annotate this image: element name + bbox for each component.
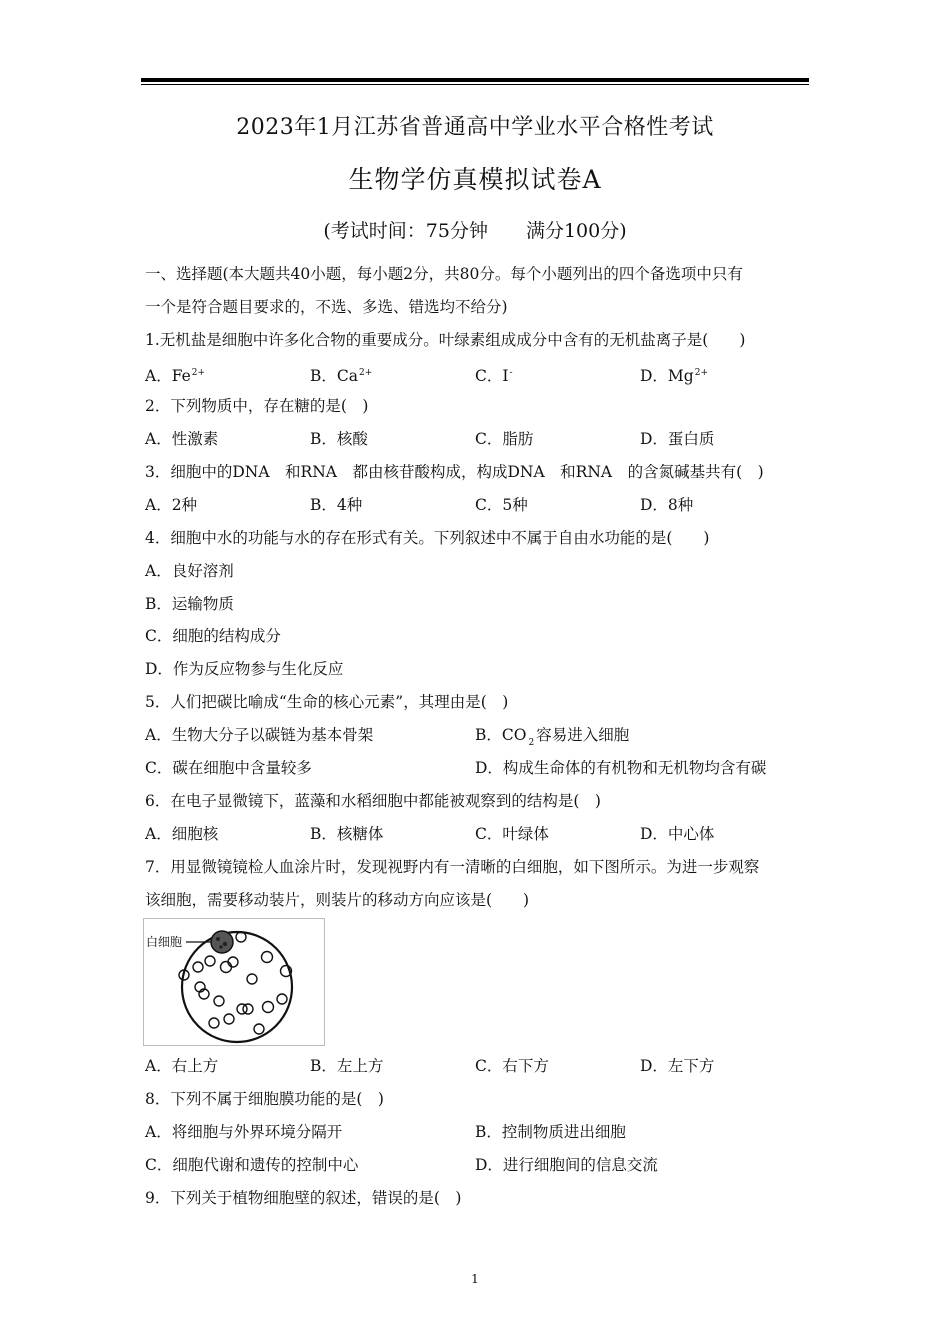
question-8-option-d: D．进行细胞间的信息交流 <box>475 1156 658 1174</box>
top-rule-thin <box>141 84 809 85</box>
question-8-option-a: A．将细胞与外界环境分隔开 <box>145 1123 343 1141</box>
question-4-option-a: A．良好溶剂 <box>145 562 234 580</box>
white-blood-cell-nucleus <box>223 942 227 946</box>
question-3-option-d: D．8种 <box>640 496 694 514</box>
question-6-stem: 6．在电子显微镜下，蓝藻和水稻细胞中都能被观察到的结构是( ) <box>145 792 601 810</box>
red-blood-cell <box>236 932 246 942</box>
question-6-option-d: D．中心体 <box>640 825 715 843</box>
white-blood-cell-nucleus <box>219 945 223 949</box>
question-2-option-d: D．蛋白质 <box>640 430 715 448</box>
red-blood-cell <box>214 996 224 1006</box>
red-blood-cell <box>193 962 203 972</box>
question-5-option-d: D．构成生命体的有机物和无机物均含有碳 <box>475 759 767 777</box>
red-blood-cell <box>247 974 257 984</box>
question-4-option-c: C．细胞的结构成分 <box>145 627 281 645</box>
section-instructions-line1: 一、选择题(本大题共40小题，每小题2分，共80分。每个小题列出的四个备选项中只有 <box>145 265 743 283</box>
question-1-option-b: B．$Ca^{2+}$ <box>310 367 373 385</box>
question-4-stem: 4．细胞中水的功能与水的存在形式有关。下列叙述中不属于自由水功能的是( ) <box>145 529 710 547</box>
question-5-option-c: C．碳在细胞中含量较多 <box>145 759 312 777</box>
red-blood-cell <box>262 952 273 963</box>
question-6-option-b: B．核糖体 <box>310 825 384 843</box>
question-6-option-a: A．细胞核 <box>145 825 219 843</box>
question-9-stem: 9．下列关于植物细胞壁的叙述，错误的是( ) <box>145 1189 462 1207</box>
red-blood-cell <box>209 1018 219 1028</box>
question-2-option-a: A．性激素 <box>145 430 219 448</box>
white-blood-cell-label: 白细胞 <box>146 935 183 949</box>
question-3-option-c: C．5种 <box>475 496 528 514</box>
question-3-stem: 3．细胞中的DNA 和RNA 都由核苷酸构成，构成DNA 和RNA 的含氮碱基共有( ) <box>145 463 764 481</box>
question-1-option-a: A．$Fe^{2+}$ <box>145 367 206 385</box>
question-6-option-c: C．叶绿体 <box>475 825 549 843</box>
question-7-stem-line1: 7．用显微镜镜检人血涂片时，发现视野内有一清晰的白细胞，如下图所示。为进一步观察 <box>145 858 760 876</box>
red-blood-cell <box>277 994 287 1004</box>
exam-info: (考试时间：75分钟 满分100分) <box>323 220 627 242</box>
microscope-field-figure <box>143 918 325 1046</box>
question-7-option-c: C．右下方 <box>475 1057 549 1075</box>
question-5-stem: 5．人们把碳比喻成“生命的核心元素”，其理由是( ) <box>145 693 509 711</box>
red-blood-cell <box>205 956 215 966</box>
question-2-option-b: B．核酸 <box>310 430 368 448</box>
question-5-option-b: B．CO $_2$ 容易进入细胞 <box>475 726 630 748</box>
question-2-option-c: C．脂肪 <box>475 430 534 448</box>
microscope-field-svg <box>144 919 324 1045</box>
red-blood-cell <box>243 1004 253 1014</box>
red-blood-cell <box>221 962 232 973</box>
question-8-stem: 8．下列不属于细胞膜功能的是( ) <box>145 1090 384 1108</box>
question-7-option-a: A．右上方 <box>145 1057 219 1075</box>
white-blood-cell <box>211 931 233 953</box>
question-7-option-d: D．左下方 <box>640 1057 715 1075</box>
question-7-option-b: B．左上方 <box>310 1057 384 1075</box>
exam-title: 2023年1月江苏省普通高中学业水平合格性考试 <box>236 115 714 140</box>
question-1-option-d: D．$Mg^{2+}$ <box>640 367 709 385</box>
field-of-view-circle <box>182 932 292 1042</box>
question-4-option-b: B．运输物质 <box>145 595 234 613</box>
page-number: 1 <box>471 1272 479 1286</box>
question-1-stem: 1.无机盐是细胞中许多化合物的重要成分。叶绿素组成成分中含有的无机盐离子是( ) <box>145 331 746 349</box>
question-1-option-c: C．I- <box>475 367 513 385</box>
section-instructions-line2: 一个是符合题目要求的，不选、多选、错选均不给分) <box>145 298 508 316</box>
exam-subtitle: 生物学仿真模拟试卷A <box>348 165 602 194</box>
top-rule-thick <box>141 78 809 82</box>
white-blood-cell-nucleus <box>216 937 220 941</box>
question-8-option-b: B．控制物质进出细胞 <box>475 1123 626 1141</box>
question-7-stem-line2: 该细胞，需要移动装片，则装片的移动方向应该是( ) <box>145 891 530 909</box>
red-blood-cell <box>254 1024 264 1034</box>
question-5-option-a: A．生物大分子以碳链为基本骨架 <box>145 726 374 744</box>
question-4-option-d: D．作为反应物参与生化反应 <box>145 660 344 678</box>
question-3-option-b: B．4种 <box>310 496 363 514</box>
question-2-stem: 2．下列物质中，存在糖的是( ) <box>145 397 369 415</box>
question-3-option-a: A．2种 <box>145 496 198 514</box>
question-8-option-c: C．细胞代谢和遗传的控制中心 <box>145 1156 359 1174</box>
red-blood-cell <box>263 1002 274 1013</box>
red-blood-cell <box>224 1014 234 1024</box>
